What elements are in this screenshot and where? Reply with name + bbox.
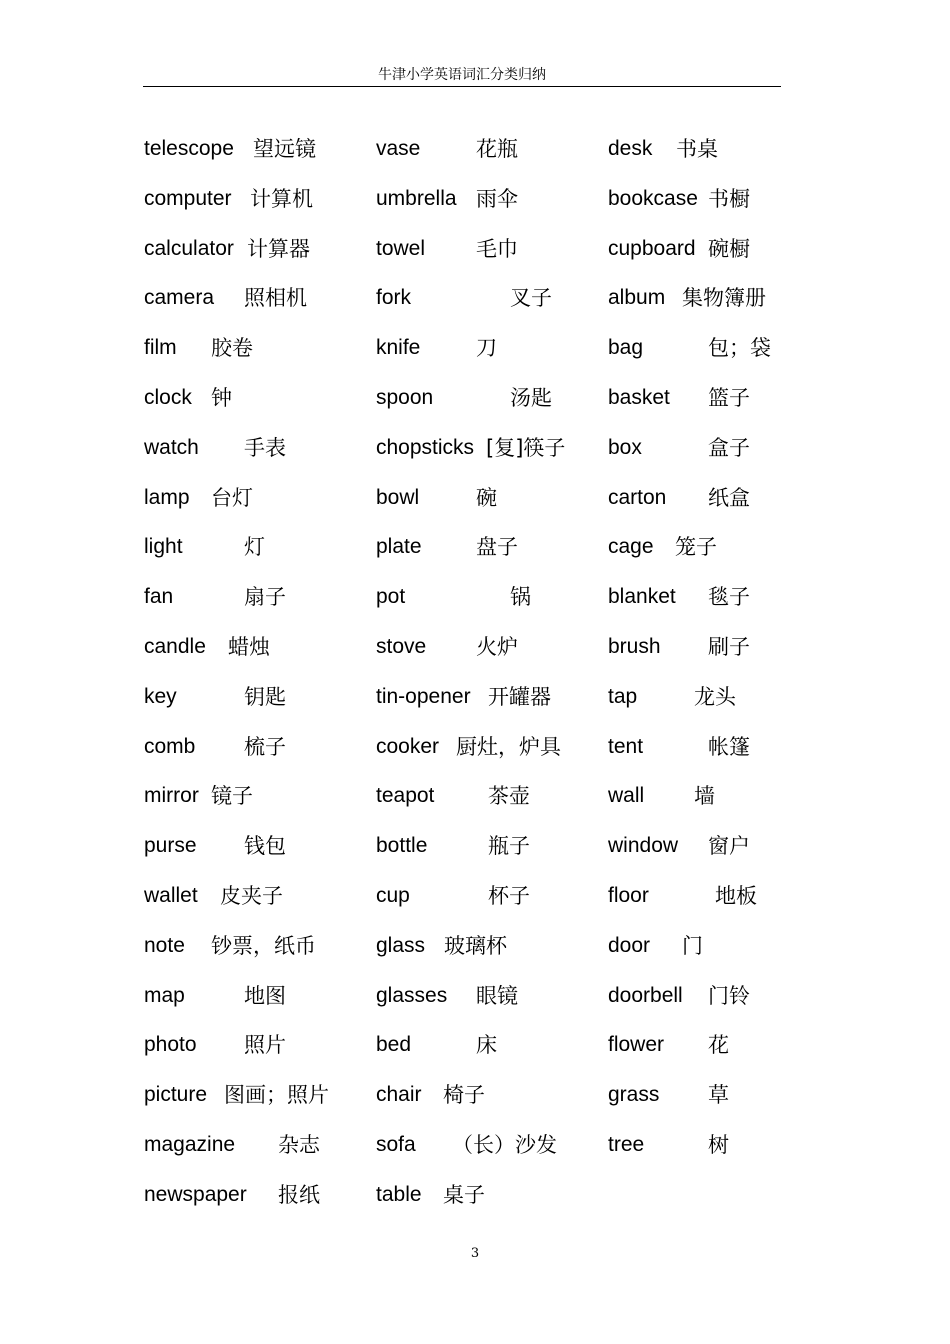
chinese-meaning: 照片 xyxy=(244,1033,286,1058)
english-word: map xyxy=(144,983,185,1007)
english-word: flower xyxy=(608,1033,665,1057)
english-word: wallet xyxy=(144,883,198,907)
english-word: chopsticks xyxy=(376,435,475,459)
english-word: lamp xyxy=(144,485,190,509)
vocab-entry xyxy=(144,672,364,722)
english-word: vase xyxy=(376,137,421,160)
english-word: blanket xyxy=(608,585,676,609)
vocab-entry xyxy=(608,722,828,772)
chinese-meaning: 汤匙 xyxy=(510,385,552,410)
vocab-entry xyxy=(376,921,596,971)
chinese-meaning: 花瓶 xyxy=(476,137,518,161)
chinese-meaning: 龙头 xyxy=(694,684,736,709)
chinese-meaning: 盒子 xyxy=(708,435,750,460)
vocab-entry xyxy=(608,821,828,871)
chinese-meaning: 草 xyxy=(708,1083,729,1108)
vocab-entry xyxy=(608,572,828,622)
chinese-meaning: 集物簿册 xyxy=(682,286,766,311)
chinese-meaning: 叉子 xyxy=(510,286,552,311)
vocab-entry xyxy=(144,771,364,821)
vocab-entry xyxy=(376,871,596,921)
chinese-meaning: 门铃 xyxy=(708,983,750,1008)
english-word: note xyxy=(144,933,185,957)
vocab-entry xyxy=(144,871,364,921)
vocab-entry xyxy=(376,473,596,523)
vocab-entry xyxy=(376,1120,596,1170)
chinese-meaning: [复]筷子 xyxy=(486,435,566,460)
chinese-meaning: 墙 xyxy=(694,784,715,809)
vocab-entry xyxy=(376,1170,596,1220)
vocab-entry xyxy=(608,224,828,274)
english-word: telescope xyxy=(144,137,234,160)
chinese-meaning: 书橱 xyxy=(708,186,750,211)
vocab-entry xyxy=(608,1070,828,1120)
english-word: comb xyxy=(144,734,196,758)
english-word: calculator xyxy=(144,236,234,260)
english-word: tent xyxy=(608,734,644,758)
chinese-meaning: 火炉 xyxy=(476,634,518,659)
vocab-entry xyxy=(376,771,596,821)
english-word: photo xyxy=(144,1033,197,1057)
chinese-meaning: 梳子 xyxy=(244,734,286,759)
chinese-meaning: 胶卷 xyxy=(211,336,253,361)
english-word: cage xyxy=(608,535,654,559)
english-word: tap xyxy=(608,684,638,708)
vocab-entry xyxy=(608,971,828,1021)
english-word: bookcase xyxy=(608,186,698,210)
vocab-entry xyxy=(144,124,364,174)
english-word: window xyxy=(608,834,679,858)
english-word: knife xyxy=(376,336,421,360)
english-word: carton xyxy=(608,485,667,509)
english-word: cooker xyxy=(376,734,440,758)
english-word: spoon xyxy=(376,385,434,409)
vocab-entry xyxy=(144,373,364,423)
chinese-meaning: 开罐器 xyxy=(488,684,551,709)
english-word: bottle xyxy=(376,834,428,858)
vocab-entry xyxy=(376,124,596,174)
vocab-entry xyxy=(144,1020,364,1070)
chinese-meaning: 皮夹子 xyxy=(220,883,283,908)
vocab-entry xyxy=(608,871,828,921)
vocab-entry xyxy=(376,672,596,722)
english-word: album xyxy=(608,286,666,310)
english-word: film xyxy=(144,336,177,360)
chinese-meaning: （长）沙发 xyxy=(452,1132,557,1157)
english-word: camera xyxy=(144,286,215,310)
chinese-meaning: 盘子 xyxy=(476,535,518,560)
vocab-entry xyxy=(144,971,364,1021)
vocab-entry xyxy=(376,522,596,572)
vocab-entry xyxy=(608,1120,828,1170)
english-word: mirror xyxy=(144,784,199,808)
vocab-entry xyxy=(144,174,364,224)
chinese-meaning: 钥匙 xyxy=(244,684,286,709)
english-word: fan xyxy=(144,585,174,609)
chinese-meaning: 床 xyxy=(476,1033,497,1058)
english-word: umbrella xyxy=(376,186,457,210)
page-header xyxy=(143,64,781,87)
english-word: computer xyxy=(144,186,232,210)
vocab-entry xyxy=(376,1020,596,1070)
vocab-entry xyxy=(376,622,596,672)
english-word: basket xyxy=(608,385,670,409)
chinese-meaning: 镜子 xyxy=(211,784,253,809)
vocab-entry xyxy=(144,423,364,473)
english-word: clock xyxy=(144,385,192,409)
english-word: fork xyxy=(376,286,412,310)
chinese-meaning: 照相机 xyxy=(244,286,307,311)
vocab-entry xyxy=(608,921,828,971)
vocab-entry xyxy=(376,224,596,274)
chinese-meaning: 蜡烛 xyxy=(228,634,270,659)
vocab-column-1 xyxy=(144,124,364,1220)
vocab-entry xyxy=(144,1070,364,1120)
vocab-entry xyxy=(144,572,364,622)
chinese-meaning: 地板 xyxy=(715,883,757,908)
chinese-meaning: 钟 xyxy=(211,385,232,410)
english-word: purse xyxy=(144,834,197,858)
vocab-entry xyxy=(144,323,364,373)
vocab-entry xyxy=(376,174,596,224)
vocab-entry xyxy=(376,373,596,423)
chinese-meaning: 桌子 xyxy=(443,1182,485,1207)
vocab-column-3 xyxy=(608,124,828,1170)
vocab-entry xyxy=(608,473,828,523)
english-word: bowl xyxy=(376,485,420,509)
chinese-meaning: 碗橱 xyxy=(708,236,750,261)
english-word: box xyxy=(608,435,642,459)
chinese-meaning: 雨伞 xyxy=(476,186,518,211)
chinese-meaning: 眼镜 xyxy=(476,983,518,1008)
vocab-entry xyxy=(144,473,364,523)
chinese-meaning: 刷子 xyxy=(708,634,750,659)
chinese-meaning: 树 xyxy=(708,1132,729,1157)
chinese-meaning: 帐篷 xyxy=(708,734,750,759)
chinese-meaning: 望远镜 xyxy=(253,137,316,161)
chinese-meaning: 笼子 xyxy=(675,535,717,560)
english-word: brush xyxy=(608,634,661,658)
english-word: sofa xyxy=(376,1132,416,1156)
chinese-meaning: 玻璃杯 xyxy=(444,933,507,958)
chinese-meaning: 毛巾 xyxy=(476,236,518,261)
english-word: stove xyxy=(376,634,427,658)
chinese-meaning: 扇子 xyxy=(244,585,286,610)
english-word: bag xyxy=(608,336,644,360)
vocab-entry xyxy=(144,1120,364,1170)
chinese-meaning: 椅子 xyxy=(443,1083,485,1108)
english-word: magazine xyxy=(144,1132,236,1156)
english-word: watch xyxy=(144,435,199,459)
chinese-meaning: 瓶子 xyxy=(488,834,530,859)
vocab-entry xyxy=(608,423,828,473)
chinese-meaning: 碗 xyxy=(476,485,497,510)
chinese-meaning: 厨灶，炉具 xyxy=(456,734,561,759)
vocab-entry xyxy=(376,323,596,373)
chinese-meaning: 手表 xyxy=(244,435,286,460)
chinese-meaning: 毯子 xyxy=(708,585,750,610)
chinese-meaning: 窗户 xyxy=(708,834,750,859)
vocab-entry xyxy=(376,572,596,622)
chinese-meaning: 报纸 xyxy=(278,1182,320,1207)
vocab-entry xyxy=(608,622,828,672)
chinese-meaning: 杂志 xyxy=(278,1132,320,1157)
chinese-meaning: 台灯 xyxy=(211,485,253,510)
english-word: wall xyxy=(608,784,645,808)
vocab-entry xyxy=(144,622,364,672)
vocab-entry xyxy=(608,273,828,323)
chinese-meaning: 包；袋 xyxy=(708,336,771,361)
vocab-entry xyxy=(608,771,828,821)
vocab-entry xyxy=(376,722,596,772)
english-word: light xyxy=(144,535,183,559)
vocab-entry xyxy=(144,1170,364,1220)
chinese-meaning: 图画；照片 xyxy=(224,1083,329,1108)
chinese-meaning: 计算机 xyxy=(250,186,313,211)
english-word: picture xyxy=(144,1083,208,1107)
english-word: grass xyxy=(608,1083,660,1107)
page-number: 3 xyxy=(470,1246,480,1261)
vocab-entry xyxy=(376,423,596,473)
vocab-entry xyxy=(144,522,364,572)
english-word: chair xyxy=(376,1083,422,1107)
english-word: cupboard xyxy=(608,236,696,260)
chinese-meaning: 书桌 xyxy=(676,137,718,161)
vocab-column-2 xyxy=(376,124,596,1220)
vocab-entry xyxy=(144,921,364,971)
english-word: bed xyxy=(376,1033,412,1057)
chinese-meaning: 地图 xyxy=(244,983,286,1008)
vocab-entry xyxy=(608,373,828,423)
chinese-meaning: 锅 xyxy=(510,585,531,610)
header-title: 牛津小学英语词汇分类归纳 xyxy=(378,67,546,83)
vocab-entry xyxy=(144,224,364,274)
english-word: newspaper xyxy=(144,1182,247,1206)
chinese-meaning: 花 xyxy=(708,1033,729,1058)
english-word: towel xyxy=(376,236,426,260)
english-word: plate xyxy=(376,535,422,559)
chinese-meaning: 刀 xyxy=(476,336,497,361)
vocab-entry xyxy=(608,124,828,174)
vocab-entry xyxy=(376,971,596,1021)
english-word: teapot xyxy=(376,784,435,808)
vocab-entry xyxy=(376,821,596,871)
english-word: floor xyxy=(608,883,649,907)
chinese-meaning: 杯子 xyxy=(488,883,530,908)
english-word: doorbell xyxy=(608,983,683,1007)
english-word: key xyxy=(144,684,177,708)
english-word: tree xyxy=(608,1132,645,1156)
vocab-entry xyxy=(144,821,364,871)
chinese-meaning: 灯 xyxy=(244,535,265,560)
chinese-meaning: 钱包 xyxy=(244,834,286,859)
vocab-entry xyxy=(144,722,364,772)
chinese-meaning: 纸盒 xyxy=(708,485,750,510)
vocab-entry xyxy=(376,273,596,323)
english-word: desk xyxy=(608,137,653,160)
english-word: tin-opener xyxy=(376,684,471,708)
chinese-meaning: 计算器 xyxy=(247,236,310,261)
english-word: glass xyxy=(376,933,426,957)
vocab-entry xyxy=(608,672,828,722)
english-word: cup xyxy=(376,883,410,907)
chinese-meaning: 钞票，纸币 xyxy=(211,933,316,958)
vocab-entry xyxy=(144,273,364,323)
english-word: table xyxy=(376,1182,422,1206)
vocab-entry xyxy=(376,1070,596,1120)
english-word: candle xyxy=(144,634,206,658)
english-word: glasses xyxy=(376,983,448,1007)
chinese-meaning: 篮子 xyxy=(708,385,750,410)
chinese-meaning: 茶壶 xyxy=(488,784,530,809)
vocab-entry xyxy=(608,1020,828,1070)
vocab-entry xyxy=(608,323,828,373)
vocab-entry xyxy=(608,174,828,224)
chinese-meaning: 门 xyxy=(682,933,703,958)
english-word: door xyxy=(608,933,651,957)
vocab-entry xyxy=(608,522,828,572)
english-word: pot xyxy=(376,585,406,609)
